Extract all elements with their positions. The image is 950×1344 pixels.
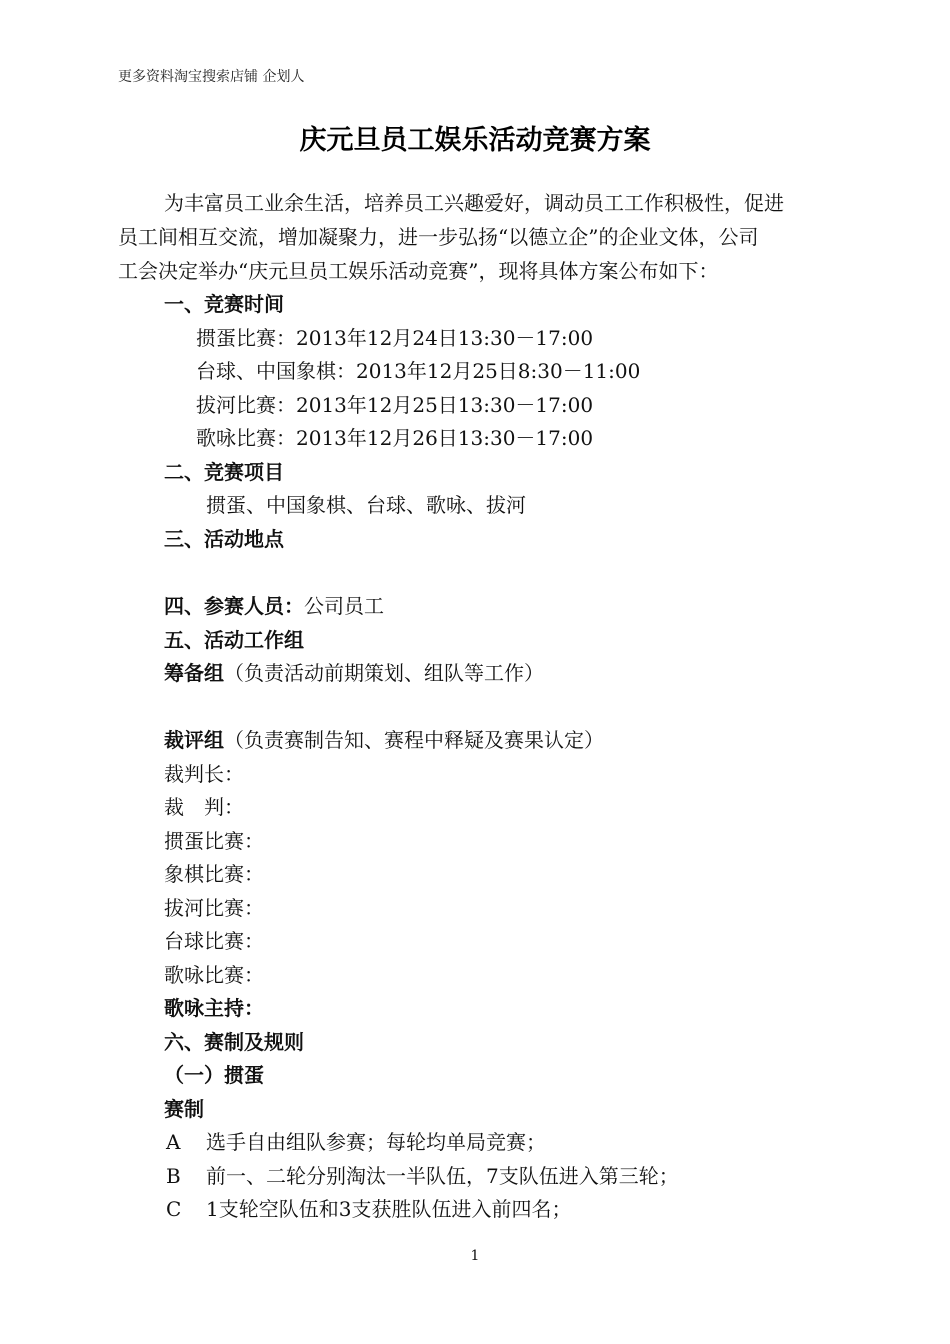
rule-letter: A [166, 1130, 181, 1154]
rule-item [164, 1194, 571, 1224]
header-note: 更多资料淘宝搜索店铺 企划人 [118, 69, 305, 85]
prep-group-note: （负责活动前期策划、组队等工作） [224, 661, 544, 685]
role-line: 裁 判： [164, 795, 244, 819]
prep-group-line [164, 658, 544, 688]
schedule-item: 掼蛋比赛：2013年12月24日13:30－17:00 [196, 326, 594, 350]
participants-line [164, 591, 384, 621]
prep-group-label: 筹备组 [164, 661, 224, 685]
subsection-heading-guandan: （一）掼蛋 [164, 1063, 264, 1087]
rule-item [164, 1161, 679, 1191]
rule-letter: C [166, 1197, 182, 1221]
page-number: 1 [470, 1248, 480, 1264]
judge-group-note: （负责赛制告知、赛程中释疑及赛果认定） [224, 728, 604, 752]
intro-line-2: 员工间相互交流，增加凝聚力，进一步弘扬“以德立企”的企业文体，公司 [118, 225, 759, 249]
judge-group-line [164, 725, 604, 755]
rule-text: 前一、二轮分别淘汰一半队伍，7支队伍进入第三轮； [206, 1164, 679, 1188]
role-line: 掼蛋比赛： [164, 829, 264, 853]
role-line: 歌咏比赛： [164, 963, 264, 987]
participants-value: 公司员工 [304, 594, 384, 618]
intro-line-1: 为丰富员工业余生活，培养员工兴趣爱好，调动员工工作积极性，促进 [164, 191, 784, 215]
section-heading-time: 一、竞赛时间 [164, 292, 284, 316]
section-heading-participants: 四、参赛人员： [164, 594, 304, 618]
rule-item [164, 1127, 546, 1157]
format-label: 赛制 [164, 1097, 204, 1121]
schedule-item: 歌咏比赛：2013年12月26日13:30－17:00 [196, 426, 594, 450]
rule-text: 1支轮空队伍和3支获胜队伍进入前四名； [206, 1197, 572, 1221]
role-line: 象棋比赛： [164, 862, 264, 886]
schedule-item: 台球、中国象棋：2013年12月25日8:30－11:00 [196, 359, 641, 383]
intro-line-3: 工会决定举办“庆元旦员工娱乐活动竞赛”，现将具体方案公布如下： [118, 259, 719, 283]
host-line: 歌咏主持： [164, 996, 264, 1020]
section-heading-workgroup: 五、活动工作组 [164, 628, 304, 652]
section-heading-rules: 六、赛制及规则 [164, 1030, 304, 1054]
role-line: 台球比赛： [164, 929, 264, 953]
document-title: 庆元旦员工娱乐活动竞赛方案 [299, 125, 651, 156]
section-heading-location: 三、活动地点 [164, 527, 284, 551]
role-line: 拔河比赛： [164, 896, 264, 920]
rule-text: 选手自由组队参赛；每轮均单局竞赛； [206, 1130, 546, 1154]
rule-letter: B [166, 1164, 181, 1188]
role-line: 裁判长： [164, 762, 244, 786]
schedule-item: 拔河比赛：2013年12月25日13:30－17:00 [196, 393, 594, 417]
section-heading-events: 二、竞赛项目 [164, 460, 284, 484]
events-list: 掼蛋、中国象棋、台球、歌咏、拔河 [206, 493, 526, 517]
judge-group-label: 裁评组 [164, 728, 224, 752]
